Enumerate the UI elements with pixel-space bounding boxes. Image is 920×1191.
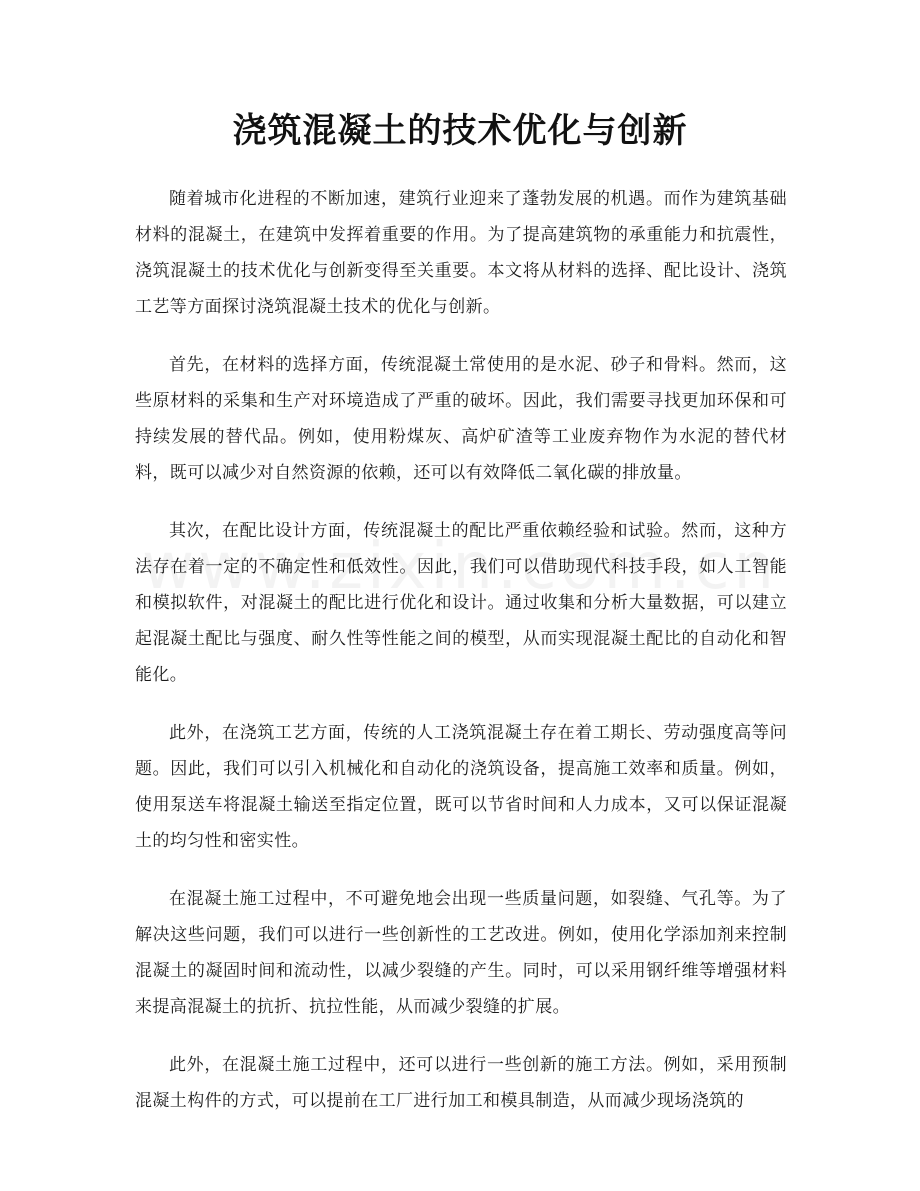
document-title: 浇筑混凝土的技术优化与创新 [232, 111, 688, 151]
paragraph-1: 随着城市化进程的不断加速，建筑行业迎来了蓬勃发展的机遇。而作为建筑基础材料的混凝土，在建筑中发挥着重要的作用。为了提高建筑物的承重能力和抗震性，浇筑混凝土的技术优化与创新变得至关重要。本文将从材料的选择、配比设计、浇筑工艺等方面探讨浇筑混凝土技术的优化与创新。 [135, 189, 787, 317]
paragraph-2: 首先，在材料的选择方面，传统混凝土常使用的是水泥、砂子和骨料。然而，这些原材料的采集和生产对环境造成了严重的破坏。因此，我们需要寻找更加环保和可持续发展的替代品。例如，使用粉煤灰、高炉矿渣等工业废弃物作为水泥的替代材料，既可以减少对自然资源的依赖，还可以有效降低二氧化碳的排放量。 [135, 355, 787, 483]
paragraph-5: 在混凝土施工过程中，不可避免地会出现一些质量问题，如裂缝、气孔等。为了解决这些问题，我们可以进行一些创新性的工艺改进。例如，使用化学添加剂来控制混凝土的凝固时间和流动性，以减少裂缝的产生。同时，可以采用钢纤维等增强材料来提高混凝土的抗折、抗拉性能，从而减少裂缝的扩展。 [135, 889, 787, 1017]
paragraph-6: 此外，在混凝土施工过程中，还可以进行一些创新的施工方法。例如，采用预制混凝土构件的方式，可以提前在工厂进行加工和模具制造，从而减少现场浇筑的 [135, 1055, 787, 1111]
paragraph-4: 此外，在浇筑工艺方面，传统的人工浇筑混凝土存在着工期长、劳动强度高等问题。因此，我们可以引入机械化和自动化的浇筑设备，提高施工效率和质量。例如，使用泵送车将混凝土输送至指定位置，既可以节省时间和人力成本，又可以保证混凝土的均匀性和密实性。 [135, 723, 787, 851]
document-body [135, 181, 787, 1141]
paragraph-3: 其次，在配比设计方面，传统混凝土的配比严重依赖经验和试验。然而，这种方法存在着一定的不确定性和低效性。因此，我们可以借助现代科技手段，如人工智能和模拟软件，对混凝土的配比进行优化和设计。通过收集和分析大量数据，可以建立起混凝土配比与强度、耐久性等性能之间的模型，从而实现混凝土配比的自动化和智能化。 [135, 521, 787, 685]
